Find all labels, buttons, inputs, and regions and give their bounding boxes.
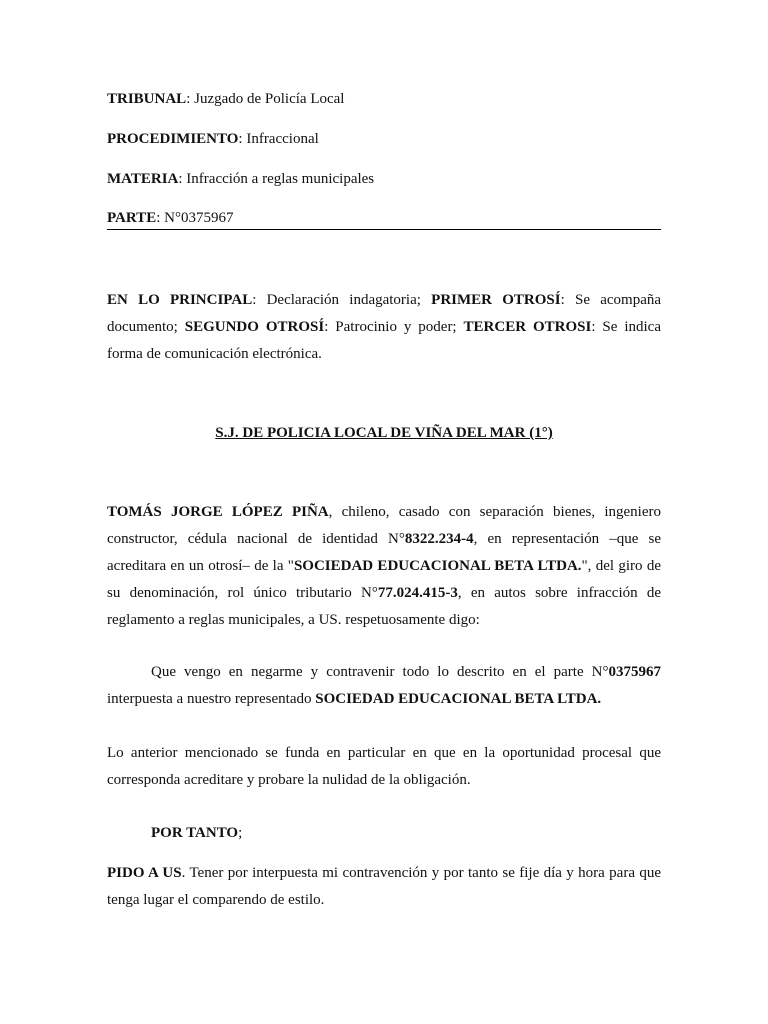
request-paragraph	[107, 860, 661, 914]
procedimiento-value: : Infraccional	[238, 131, 319, 147]
sumilla-principal-text: : Declaración indagatoria;	[252, 292, 432, 308]
denial-company-name: SOCIEDAD EDUCACIONAL BETA LTDA.	[315, 691, 602, 707]
intro-text-2: , en representación –que se acreditara en un otrosí– de la "	[107, 531, 661, 574]
parte-label: PARTE	[107, 210, 157, 226]
sumilla-tercer-text: : Se indica forma de comunicación electrónica.	[107, 319, 661, 362]
por-tanto-line	[151, 825, 242, 842]
denial-parte-number: 0375967	[608, 664, 661, 680]
denial-text-2: interpuesta a nuestro representado	[107, 691, 316, 707]
petitioner-id: 8322.234-4	[404, 531, 474, 547]
intro-paragraph	[107, 499, 661, 634]
sumilla-principal-label: EN LO PRINCIPAL	[107, 292, 253, 308]
petitioner-name: TOMÁS JORGE LÓPEZ PIÑA	[107, 504, 329, 520]
header-divider	[107, 229, 661, 230]
sumilla-segundo-text: : Patrocinio y poder;	[324, 319, 464, 335]
header-procedimiento	[107, 131, 319, 148]
header-materia	[107, 171, 374, 188]
denial-text-1: Que vengo en negarme y contravenir todo lo descrito en el parte N°	[151, 664, 609, 680]
denial-paragraph	[107, 659, 661, 713]
company-name: SOCIEDAD EDUCACIONAL BETA LTDA.	[293, 558, 582, 574]
request-text: . Tener por interpuesta mi contravención y por tanto se fije día y hora para que tenga lugar el comparendo de estilo.	[107, 865, 662, 908]
por-tanto-suffix: ;	[238, 825, 243, 841]
tribunal-label: TRIBUNAL	[107, 91, 187, 107]
sumilla-primer-label: PRIMER OTROSÍ	[431, 292, 561, 308]
procedimiento-label: PROCEDIMIENTO	[107, 131, 239, 147]
materia-value: : Infracción a reglas municipales	[178, 171, 375, 187]
addressee-heading: S.J. DE POLICIA LOCAL DE VIÑA DEL MAR (1°)	[215, 425, 553, 441]
intro-text-1: , chileno, casado con separación bienes, ingeniero constructor, cédula nacional de identidad N°	[107, 504, 661, 547]
header-parte	[107, 210, 233, 227]
sumilla-tercer-label: TERCER OTROSI	[463, 319, 592, 335]
basis-paragraph: Lo anterior mencionado se funda en particular en que en la oportunidad procesal que corresponda acreditare y probare la nulidad de la obligación.	[107, 745, 661, 788]
sumilla-primer-text: : Se acompaña documento;	[107, 292, 662, 335]
parte-value: : N°0375967	[156, 210, 234, 226]
header-tribunal	[107, 91, 344, 108]
sumilla-segundo-label: SEGUNDO OTROSÍ	[184, 319, 325, 335]
por-tanto-label: POR TANTO	[151, 825, 239, 841]
tribunal-value: : Juzgado de Policía Local	[186, 91, 345, 107]
request-label: PIDO A US	[107, 865, 182, 881]
materia-label: MATERIA	[107, 171, 179, 187]
sumilla-paragraph	[107, 287, 661, 368]
company-rut: 77.024.415-3	[377, 585, 458, 601]
intro-text-3: ", del giro de su denominación, rol único tributario N°	[107, 558, 661, 601]
intro-text-4: , en autos sobre infracción de reglamento a reglas municipales, a US. respetuosamente digo:	[107, 585, 661, 628]
